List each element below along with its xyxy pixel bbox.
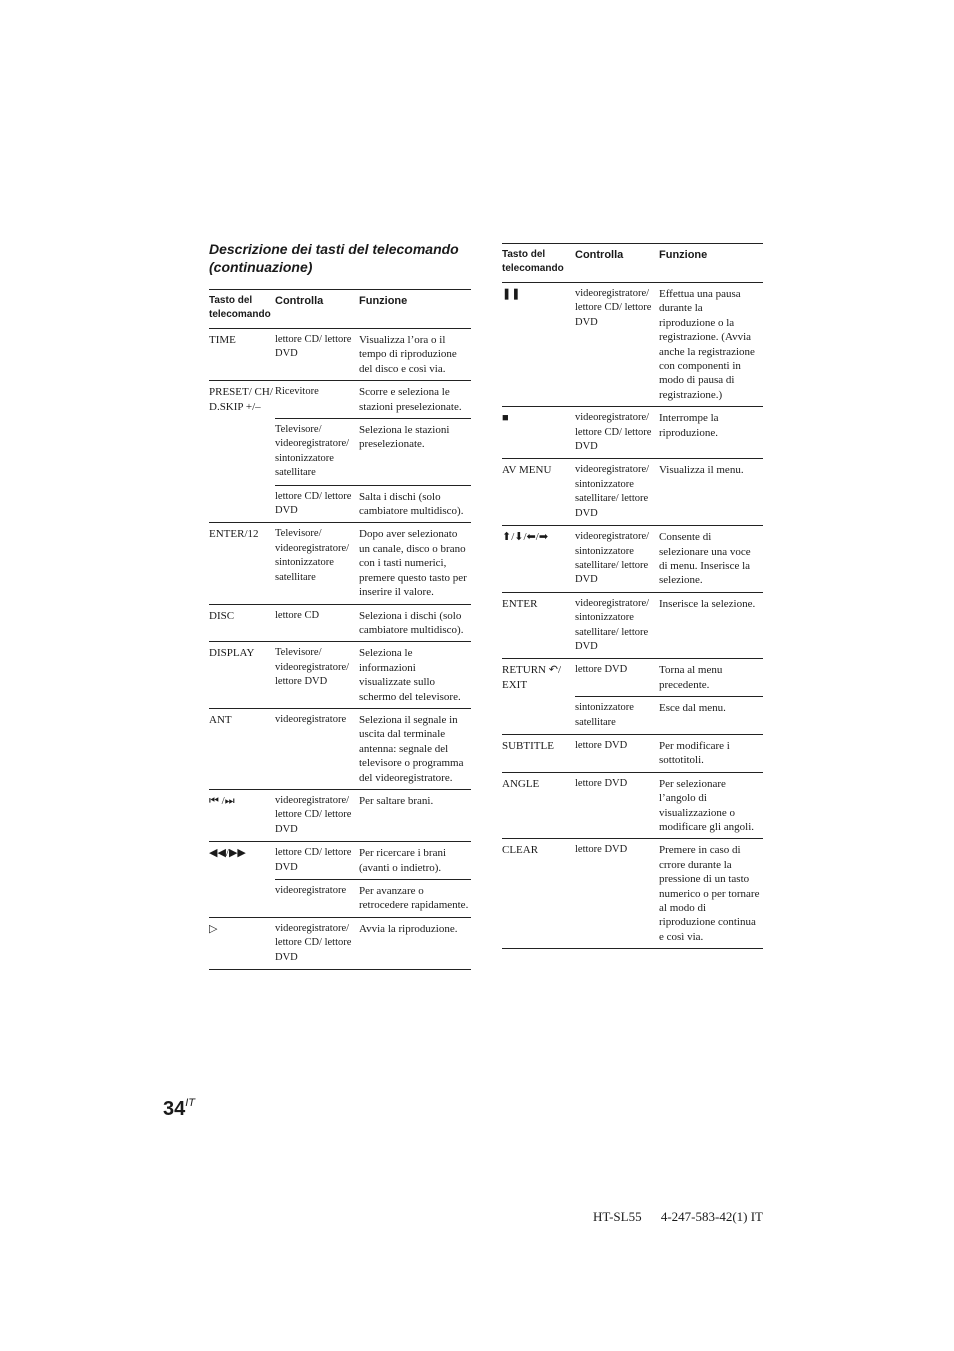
table-row <box>209 329 471 381</box>
row-key: ⏮ /⏭ <box>209 789 275 841</box>
row-key: DISC <box>209 604 275 642</box>
row-function: Seleziona i dischi (solo cambiatore multidisco). <box>359 604 471 642</box>
row-key: ■ <box>502 407 575 459</box>
row-key: ◀◀/▶▶ <box>209 842 275 880</box>
row-function: Effettua una pausa durante la riproduzione o la registrazione. (Avvia anche la registrazione con componenti in modo di pausa di registrazione.) <box>659 283 763 407</box>
row-controls: lettore CD <box>275 604 359 642</box>
row-function: Inserisce la selezione. <box>659 592 763 659</box>
row-function: Dopo aver selezionato un canale, disco o brano con i tasti numerici, premere questo tasto per inserire il valore. <box>359 523 471 604</box>
table-row <box>502 734 763 772</box>
row-function: Esce dal menu. <box>659 697 763 735</box>
header-key: Tasto del telecomando <box>502 244 575 283</box>
row-key <box>209 880 275 918</box>
row-function: Visualizza l’ora o il tempo di riproduzione del disco e così via. <box>359 329 471 381</box>
row-function: Per saltare brani. <box>359 789 471 841</box>
row-function: Per ricercare i brani (avanti o indietro). <box>359 842 471 880</box>
row-function: Consente di selezionare una voce di menu. Inserisce la selezione. <box>659 526 763 593</box>
row-controls: videoregistratore/ sintonizzatore satellitare/ lettore DVD <box>575 459 659 526</box>
right-table-container <box>502 243 763 949</box>
row-controls: videoregistratore/ lettore CD/ lettore DVD <box>275 789 359 841</box>
row-controls: lettore DVD <box>575 839 659 949</box>
header-controls: Controlla <box>575 244 659 283</box>
row-key: PRESET/ CH/ D.SKIP +/– <box>209 381 275 419</box>
row-controls: lettore DVD <box>575 772 659 839</box>
row-function: Salta i dischi (solo cambiatore multidisco). <box>359 485 471 523</box>
table-row <box>209 381 471 419</box>
header-function: Funzione <box>659 244 763 283</box>
row-key: DISPLAY <box>209 642 275 709</box>
header-function: Funzione <box>359 290 471 329</box>
row-key: ▷ <box>209 917 275 969</box>
table-row <box>209 708 471 789</box>
table-row <box>502 283 763 407</box>
row-key: SUBTITLE <box>502 734 575 772</box>
table-row <box>209 604 471 642</box>
row-controls: lettore CD/ lettore DVD <box>275 485 359 523</box>
table-row <box>502 659 763 697</box>
table-row <box>502 772 763 839</box>
page-number: $34^{IT}$ <box>163 1097 196 1120</box>
row-function: Per modificare i sottotitoli. <box>659 734 763 772</box>
row-controls: videoregistratore/ sintonizzatore satellitare/ lettore DVD <box>575 526 659 593</box>
table-row <box>209 842 471 880</box>
row-key: ENTER <box>502 592 575 659</box>
row-controls: videoregistratore <box>275 880 359 918</box>
row-controls: videoregistratore/ sintonizzatore satellitare/ lettore DVD <box>575 592 659 659</box>
row-controls: sintonizzatore satellitare <box>575 697 659 735</box>
row-key: ANGLE <box>502 772 575 839</box>
table-row <box>209 789 471 841</box>
row-function: Per avanzare o retrocedere rapidamente. <box>359 880 471 918</box>
table-row <box>209 880 471 918</box>
row-controls: Ricevitore <box>275 381 359 419</box>
row-key <box>209 485 275 523</box>
row-key: ENTER/12 <box>209 523 275 604</box>
row-key: CLEAR <box>502 839 575 949</box>
row-controls: Televisore/ videoregistratore/ sintonizzatore satellitare <box>275 523 359 604</box>
header-controls: Controlla <box>275 290 359 329</box>
row-controls: videoregistratore/ lettore CD/ lettore DVD <box>275 917 359 969</box>
header-key: Tasto del telecomando <box>209 290 275 329</box>
table-row <box>209 485 471 523</box>
table-row <box>209 419 471 486</box>
row-function: Seleziona il segnale in uscita dal terminale antenna: segnale del televisore o programma del videoregistratore. <box>359 708 471 789</box>
table-row <box>209 917 471 969</box>
left-table-container <box>209 289 471 970</box>
row-function: Per selezionare l’angolo di visualizzazione o modificare gli angoli. <box>659 772 763 839</box>
table-row <box>209 642 471 709</box>
footer <box>577 1209 763 1225</box>
row-controls: videoregistratore <box>275 708 359 789</box>
row-controls: lettore CD/ lettore DVD <box>275 842 359 880</box>
left-key-table <box>209 289 471 970</box>
row-function: Avvia la riproduzione. <box>359 917 471 969</box>
table-row <box>502 459 763 526</box>
footer-model: HT-SL55 <box>592 1209 642 1224</box>
table-row <box>502 526 763 593</box>
row-controls: Televisore/ videoregistratore/ sintonizzatore satellitare <box>275 419 359 486</box>
row-controls: videoregistratore/ lettore CD/ lettore DVD <box>575 407 659 459</box>
row-function: Seleziona le informazioni visualizzate sullo schermo del televisore. <box>359 642 471 709</box>
table-row <box>502 407 763 459</box>
row-key: ⬆/⬇/⬅/➡ <box>502 526 575 593</box>
section-title: Descrizione dei tasti del telecomando (continuazione) <box>209 241 459 275</box>
row-key: AV MENU <box>502 459 575 526</box>
row-controls: videoregistratore/ lettore CD/ lettore DVD <box>575 283 659 407</box>
table-row <box>502 697 763 735</box>
row-controls: lettore CD/ lettore DVD <box>275 329 359 381</box>
row-function: Torna al menu precedente. <box>659 659 763 697</box>
row-function: Scorre e seleziona le stazioni preselezionate. <box>359 381 471 419</box>
row-key <box>209 419 275 486</box>
table-row <box>502 592 763 659</box>
row-function: Premere in caso di crrore durante la pressione di un tasto numerico o per tornare al modo di riproduzione continua e così via. <box>659 839 763 949</box>
row-controls: lettore DVD <box>575 734 659 772</box>
table-row <box>209 523 471 604</box>
row-key <box>502 697 575 735</box>
row-function: Seleziona le stazioni preselezionate. <box>359 419 471 486</box>
right-key-table <box>502 243 763 949</box>
row-controls: Televisore/ videoregistratore/ lettore DVD <box>275 642 359 709</box>
row-key: ANT <box>209 708 275 789</box>
footer-code: 4-247-583-42(1) IT <box>660 1209 763 1224</box>
row-key: ❚❚ <box>502 283 575 407</box>
row-key: RETURN ↶/ EXIT <box>502 659 575 697</box>
row-function: Visualizza il menu. <box>659 459 763 526</box>
row-controls: lettore DVD <box>575 659 659 697</box>
table-row <box>502 839 763 949</box>
row-key: TIME <box>209 329 275 381</box>
row-function: Interrompe la riproduzione. <box>659 407 763 459</box>
